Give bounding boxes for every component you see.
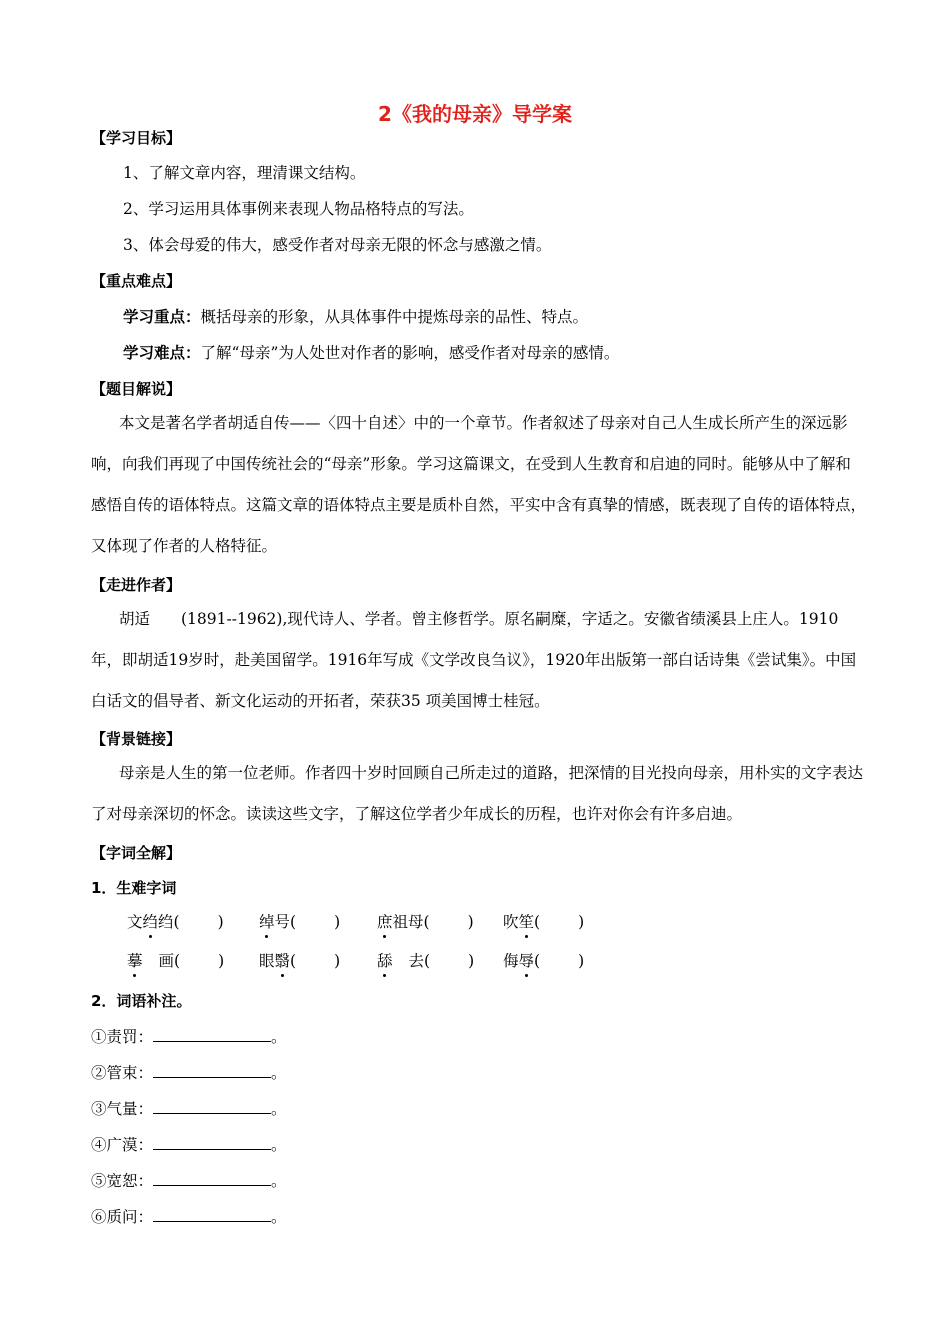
vocab-item: 舔 去( ) [377,949,474,971]
fill-blank[interactable] [153,1027,271,1042]
word-note-item: ②管束： 。 [91,1064,287,1082]
goal-item: 3、体会母爱的伟大，感受作者对母亲无限的怀念与感激之情。 [123,236,552,254]
background-paragraph: 母亲是人生的第一位老师。作者四十岁时回顾自己所走过的道路，把深情的目光投向母亲，用朴实的文字表达了对母亲深切的怀念。读读这些文字，了解这位学者少年成长的历程，也许对你会有许多启迪。 [91,764,864,823]
title-explain-paragraph: 本文是著名学者胡适自传——〈四十自述〉中的一个章节。作者叙述了母亲对自己人生成长所产生的深远影响，向我们再现了中国传统社会的“母亲”形象。学习这篇课文，在受到人生教育和启迪的同时。能够从中了解和感悟自传的语体特点。这篇文章的语体特点主要是质朴自然，平实中含有真挚的情感，既表现了自传的语体特点，又体现了作者的人格特征。 [91,414,867,555]
fill-blank[interactable] [153,1171,271,1186]
vocab-item: 眼翳( ) [259,949,340,971]
fill-blank[interactable] [153,1099,271,1114]
fill-blank[interactable] [153,1063,271,1078]
vocab-item: 侮辱( ) [503,949,584,971]
doc-title: 2《我的母亲》导学案 [378,102,572,126]
vocab-item: 吹笙( ) [503,910,584,932]
goal-item: 2、学习运用具体事例来表现人物品格特点的写法。 [123,200,474,218]
section-heading-background: 【背景链接】 [91,730,182,748]
key-point-difficulty [123,342,619,364]
vocab-item: 庶祖母( ) [377,910,474,932]
section-heading-author: 【走进作者】 [91,576,182,594]
focus-text: 概括母亲的形象，从具体事件中提炼母亲的品性、特点。 [200,308,589,326]
author-paragraph: 胡适 (1891--1962),现代诗人、学者。曾主修哲学。原名嗣糜，字适之。安徽省绩溪县上庄人。1910年，即胡适19岁时，赴美国留学。1916年写成《文学改良刍议》，1920年出版第一部白话诗集《尝试集》。中国白话文的倡导者、新文化运动的开拓者，荣获35 项美国博士桂冠。 [91,610,857,710]
vocab-item: 文绉绉( ) [127,910,224,932]
fill-blank[interactable] [153,1207,271,1222]
vocab-item: 摹 画( ) [127,949,224,971]
section-heading-words: 【字词全解】 [91,844,182,862]
word-note-item: ①责罚： 。 [91,1028,287,1046]
vocab-item: 绰号( ) [259,910,340,932]
focus-label: 学习重点： [123,308,201,326]
word-note-item: ④广漠： 。 [91,1136,287,1154]
difficulty-text: 了解“母亲”为人处世对作者的影响，感受作者对母亲的感情。 [200,344,620,362]
subheading-difficult-words: 1．生难字词 [91,879,177,897]
word-note-item: ⑤宽恕： 。 [91,1172,287,1190]
word-note-item: ⑥质问： 。 [91,1208,287,1226]
goal-item: 1、了解文章内容，理清课文结构。 [123,164,366,182]
word-note-item: ③气量： 。 [91,1100,287,1118]
difficulty-label: 学习难点： [123,344,201,362]
fill-blank[interactable] [153,1135,271,1150]
section-heading-title-explain: 【题目解说】 [91,380,182,398]
subheading-word-notes: 2．词语补注。 [91,992,192,1010]
section-heading-key-points: 【重点难点】 [91,272,182,290]
key-point-focus [123,306,588,328]
section-heading-goals: 【学习目标】 [91,129,182,147]
